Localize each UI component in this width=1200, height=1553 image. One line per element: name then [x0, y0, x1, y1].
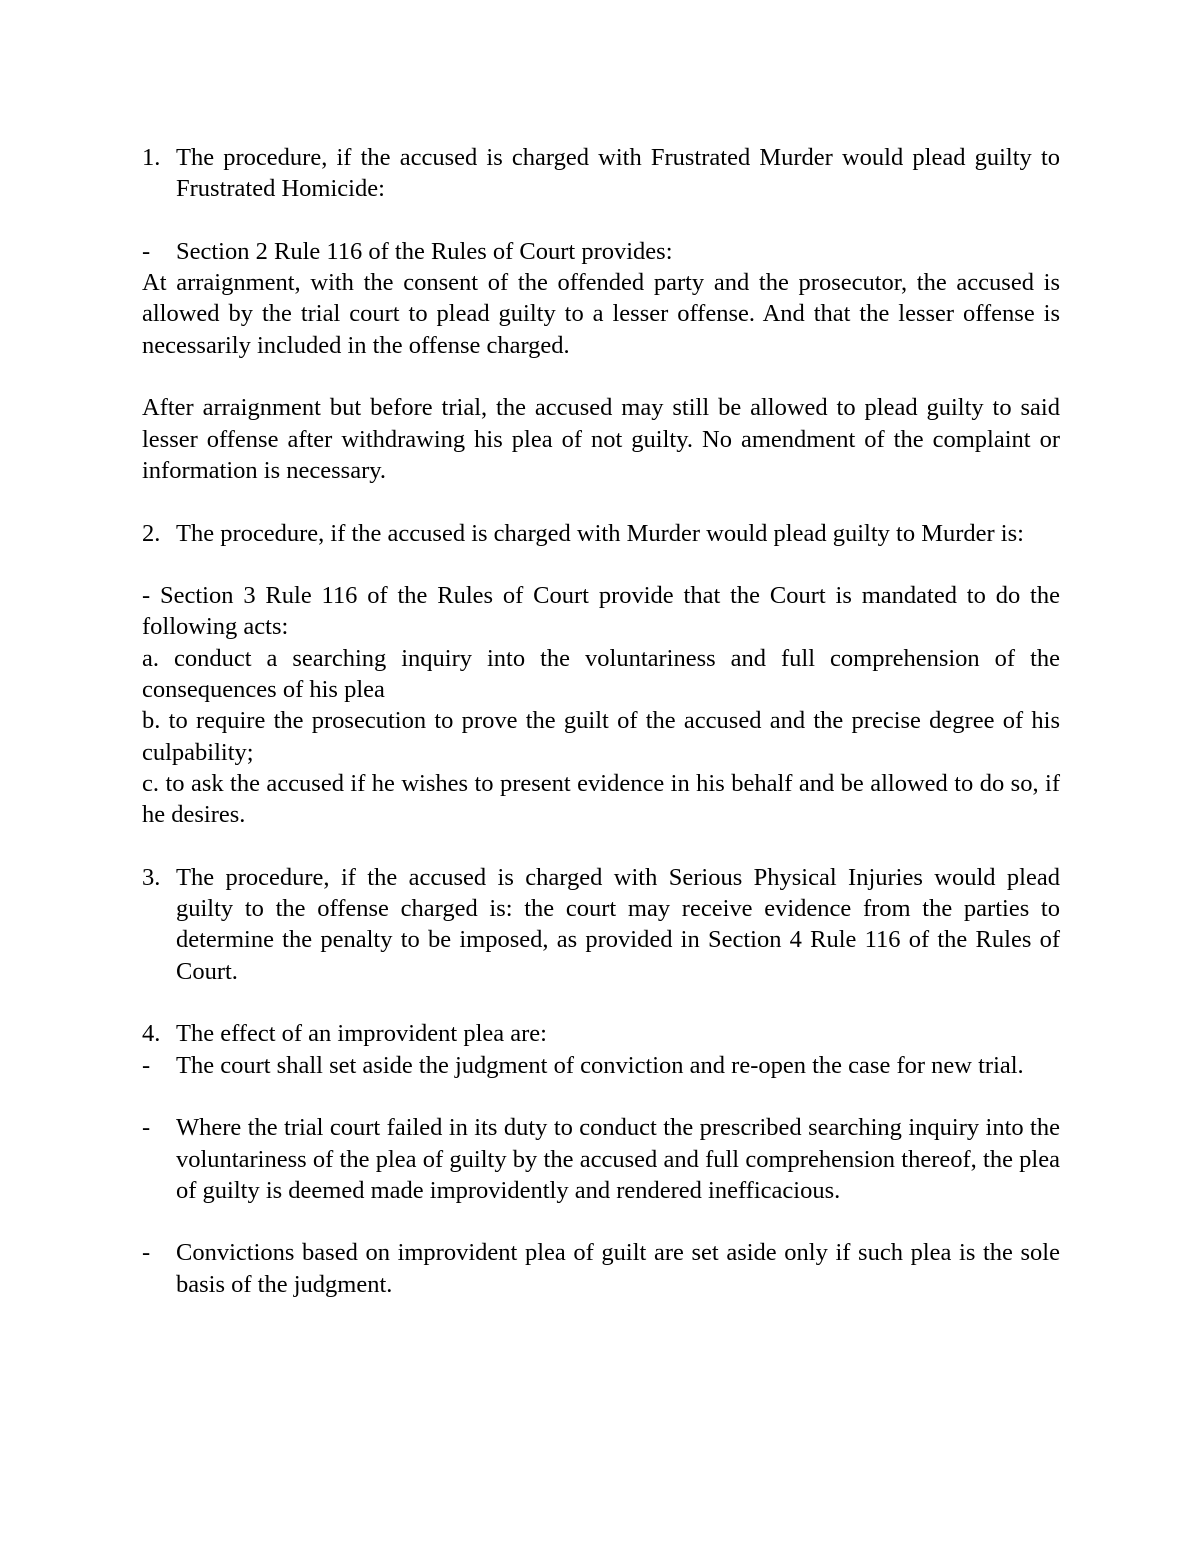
sub-item-c: c. to ask the accused if he wishes to present evidence in his behalf and be allowed to do so, if he desires.	[142, 769, 1060, 829]
dash-item	[142, 1112, 1060, 1206]
dash-item-text: Section 2 Rule 116 of the Rules of Court provides:	[176, 237, 673, 265]
dash-item-text: The court shall set aside the judgment of conviction and re-open the case for new trial.	[176, 1051, 1024, 1079]
list-marker: 1.	[142, 144, 161, 171]
list-item-3	[142, 862, 1060, 987]
list-marker: 2.	[142, 519, 161, 547]
list-item-4	[142, 1018, 1060, 1049]
list-item-text: The effect of an improvident plea are:	[176, 1020, 547, 1048]
dash-item-text: Where the trial court failed in its duty to conduct the prescribed searching inquiry into the voluntariness of the plea of guilty by the accused and full comprehension thereof, the plea of guilty is deemed made improvidently and rendered inefficacious.	[176, 1114, 1060, 1204]
list-item-text: The procedure, if the accused is charged with Murder would plead guilty to Murder is:	[176, 519, 1024, 547]
paragraph: After arraignment but before trial, the accused may still be allowed to plead guilty to said lesser offense after withdrawing his plea of not guilty. No amendment of the complaint or information is necessary.	[142, 394, 1060, 484]
sub-item-a: a. conduct a searching inquiry into the voluntariness and full comprehension of the consequences of his plea	[142, 644, 1060, 704]
list-marker: 3.	[142, 863, 161, 891]
list-item-2	[142, 518, 1060, 549]
dash-item	[142, 236, 1060, 267]
document-body	[142, 142, 1060, 1300]
dash-item-text: Convictions based on improvident plea of guilt are set aside only if such plea is the sole basis of the judgment.	[176, 1239, 1060, 1298]
list-item-text: The procedure, if the accused is charged with Serious Physical Injuries would plead guilty to the offense charged is: the court may receive evidence from the parties to determine the penalty to be imposed, as provided in Section 4 Rule 116 of the Rules of Court.	[176, 863, 1060, 985]
list-item-text: The procedure, if the accused is charged with Frustrated Murder would plead guilty to Frustrated Homicide:	[176, 144, 1060, 203]
list-marker: 4.	[142, 1020, 161, 1048]
dash-marker: -	[142, 1051, 151, 1079]
dash-item	[142, 1050, 1060, 1081]
list-item-1	[142, 142, 1060, 205]
dash-item	[142, 1237, 1060, 1300]
paragraph: At arraignment, with the consent of the offended party and the prosecutor, the accused is allowed by the trial court to plead guilty to a lesser offense. And that the lesser offense is necessarily included in the offense charged.	[142, 269, 1060, 359]
dash-marker: -	[142, 1239, 151, 1267]
dash-marker: -	[142, 1114, 151, 1142]
sub-item-b: b. to require the prosecution to prove the guilt of the accused and the precise degree of his culpability;	[142, 707, 1060, 766]
dash-marker: -	[142, 237, 151, 265]
paragraph: - Section 3 Rule 116 of the Rules of Court provide that the Court is mandated to do the following acts:	[142, 582, 1060, 641]
